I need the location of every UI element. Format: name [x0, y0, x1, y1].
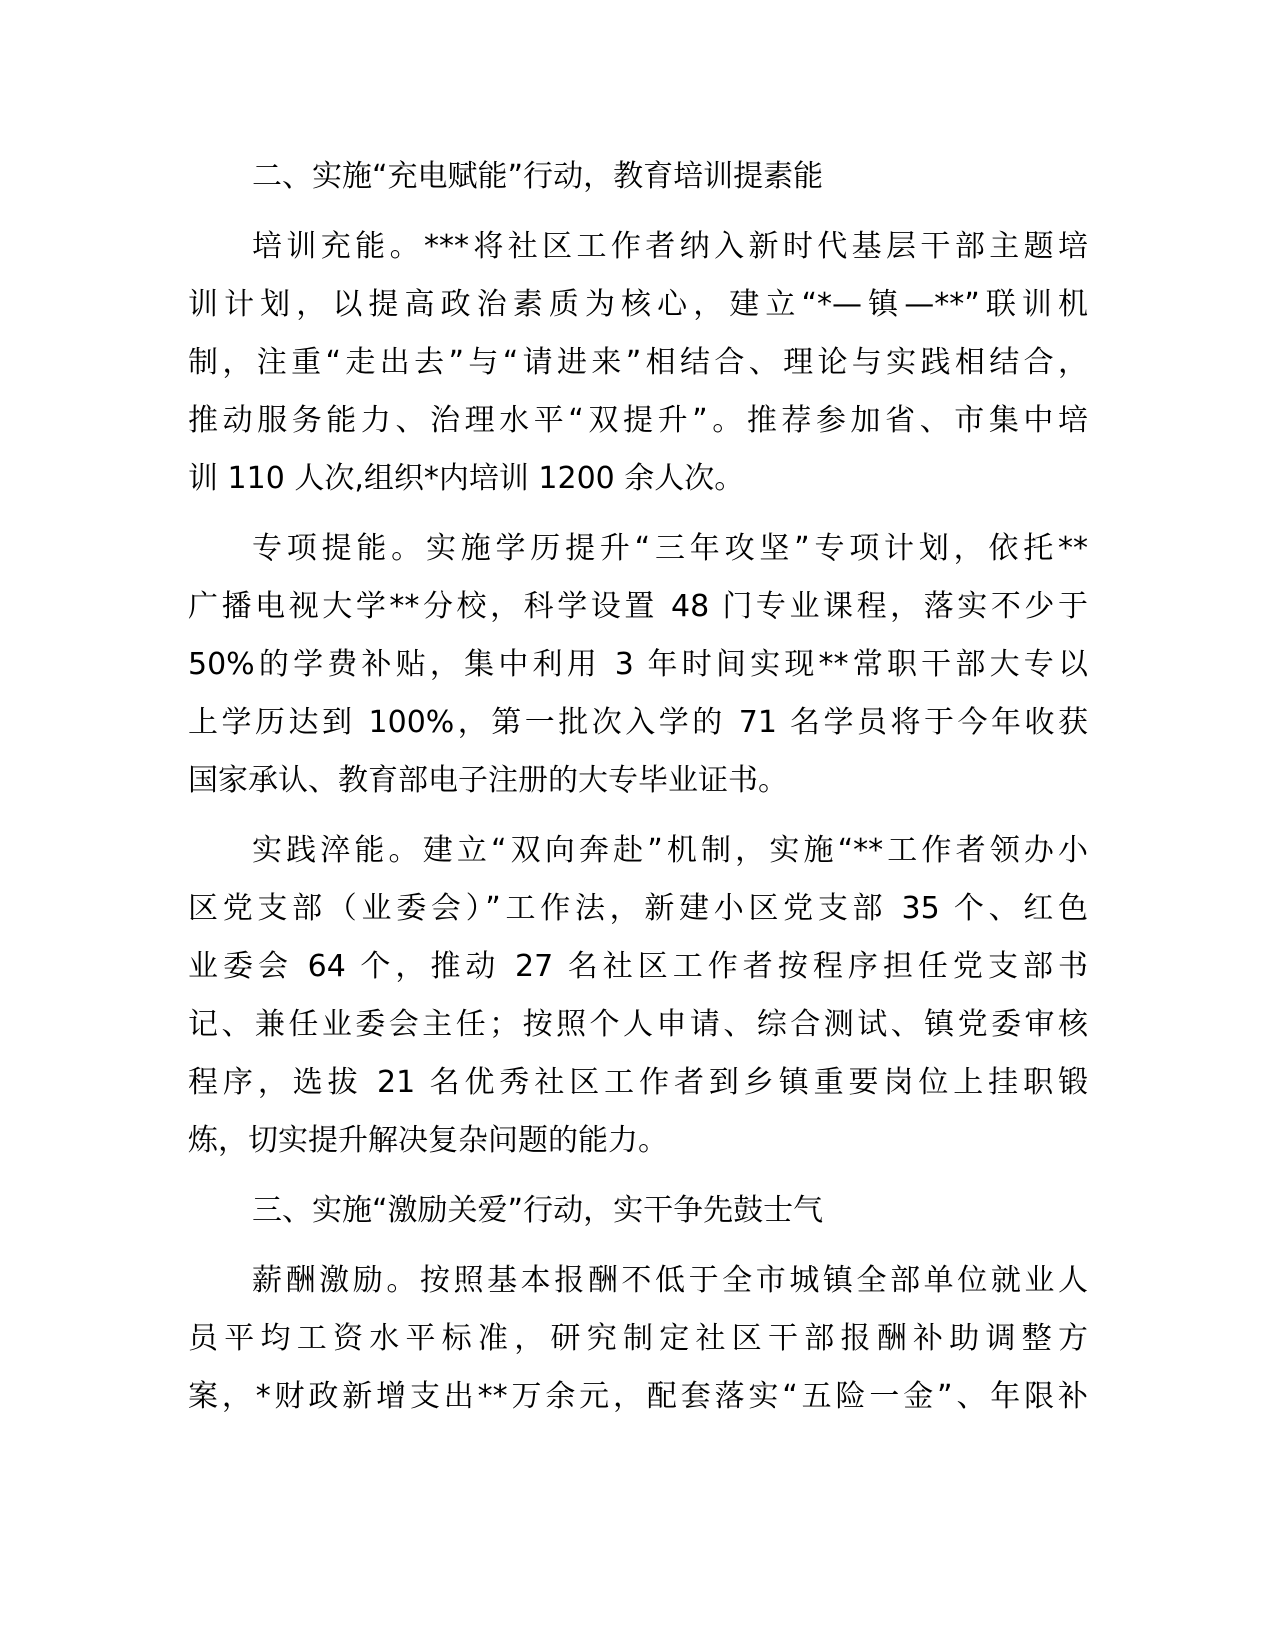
paragraph-line: 员平均工资水平标准，研究制定社区干部报酬补助调整方 — [188, 1321, 1088, 1356]
paragraph-training — [188, 218, 1088, 508]
paragraph-line: 推动服务能力、治理水平“双提升”。推荐参加省、市集中培 — [188, 403, 1088, 438]
paragraph-practice — [188, 822, 1088, 1170]
paragraph-line: 训 110 人次,组织*内培训 1200 余人次。 — [188, 461, 745, 496]
paragraph-line: 案，*财政新增支出**万余元，配套落实“五险一金”、年限补 — [188, 1379, 1088, 1414]
heading-line: 三、实施“激励关爱”行动，实干争先鼓士气 — [252, 1193, 824, 1228]
paragraph-line: 制，注重“走出去”与“请进来”相结合、理论与实践相结合， — [188, 345, 1088, 380]
paragraph-line: 区党支部（业委会）”工作法，新建小区党支部 35 个、红色 — [188, 891, 1088, 926]
section-heading-3 — [188, 1182, 1088, 1240]
paragraph-line: 薪酬激励。按照基本报酬不低于全市城镇全部单位就业人 — [252, 1263, 1088, 1298]
paragraph-line: 上学历达到 100%，第一批次入学的 71 名学员将于今年收获 — [188, 705, 1088, 740]
paragraph-salary — [188, 1252, 1088, 1426]
paragraph-line: 训计划，以提高政治素质为核心，建立“*—镇—**”联训机 — [188, 287, 1088, 322]
paragraph-line: 业委会 64 个，推动 27 名社区工作者按程序担任党支部书 — [188, 949, 1088, 984]
section-heading-2 — [188, 148, 1088, 206]
paragraph-line: 炼，切实提升解决复杂问题的能力。 — [188, 1123, 668, 1158]
paragraph-line: 广播电视大学**分校，科学设置 48 门专业课程，落实不少于 — [188, 589, 1088, 624]
paragraph-special — [188, 520, 1088, 810]
paragraph-line: 记、兼任业委会主任；按照个人申请、综合测试、镇党委审核 — [188, 1007, 1088, 1042]
paragraph-line: 程序，选拔 21 名优秀社区工作者到乡镇重要岗位上挂职锻 — [188, 1065, 1088, 1100]
paragraph-line: 50%的学费补贴，集中利用 3 年时间实现**常职干部大专以 — [188, 647, 1088, 682]
paragraph-line: 实践淬能。建立“双向奔赴”机制，实施“**工作者领办小 — [252, 833, 1088, 868]
heading-line: 二、实施“充电赋能”行动，教育培训提素能 — [252, 159, 824, 194]
document-body — [188, 148, 1088, 1438]
paragraph-line: 培训充能。***将社区工作者纳入新时代基层干部主题培 — [252, 229, 1088, 264]
paragraph-line: 国家承认、教育部电子注册的大专毕业证书。 — [188, 763, 788, 798]
paragraph-line: 专项提能。实施学历提升“三年攻坚”专项计划，依托** — [252, 531, 1088, 566]
